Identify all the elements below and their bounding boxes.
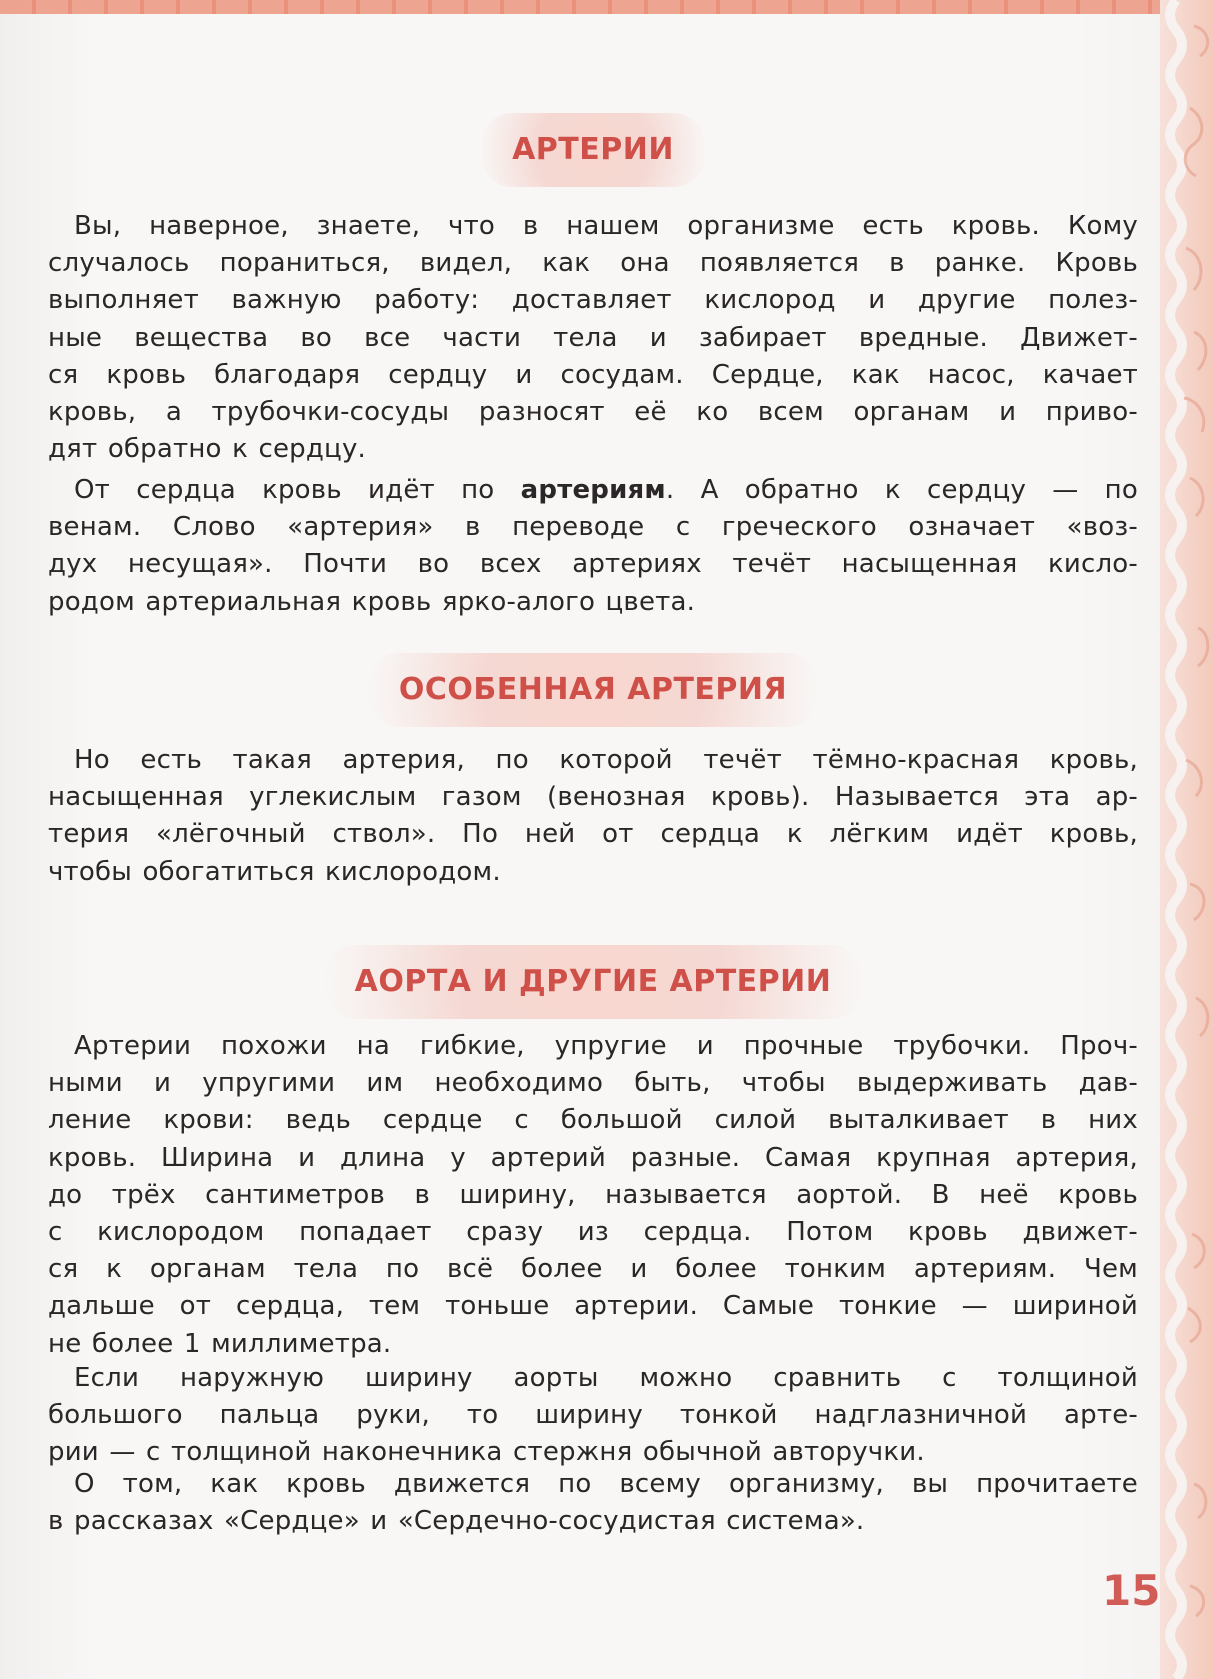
- text-line: выполняет важную работу: доставляет кислород и другие полез-: [48, 285, 1138, 316]
- text-line: насыщенная углекислым газом (венозная кровь). Называется эта ар-: [48, 782, 1138, 813]
- side-decorative-band: [1160, 0, 1214, 1679]
- text-line: большого пальца руки, то ширину тонкой надглазничной арте-: [48, 1400, 1138, 1431]
- text-line: родом артериальная кровь ярко-алого цвета.: [48, 586, 696, 617]
- section-heading-wrap-aorta: [48, 940, 1138, 1024]
- text-line: терия «лёгочный ствол». По ней от сердца к лёгким идёт кровь,: [48, 819, 1138, 850]
- text-line: дальше от сердца, тем тоньше артерии. Самые тонкие — шириной: [48, 1291, 1138, 1322]
- text-line: рии — с толщиной наконечника стержня обычной авторучки.: [48, 1437, 925, 1468]
- text-line: Но есть такая артерия, по которой течёт тёмно-красная кровь,: [74, 745, 1138, 775]
- text-line: ся к органам тела по всё более и более тонким артериям. Чем: [48, 1254, 1138, 1285]
- paragraph-arteries-2: [48, 472, 1138, 621]
- text-line: дят обратно к сердцу.: [48, 434, 367, 465]
- section-heading-arteries: [482, 113, 704, 187]
- text-line: чтобы обогатиться кислородом.: [48, 856, 501, 887]
- paragraph-aorta-3: [48, 1466, 1138, 1540]
- text-line: с кислородом попадает сразу из сердца. Потом кровь движет-: [48, 1217, 1138, 1248]
- text-line: в рассказах «Сердце» и «Сердечно-сосудистая система».: [48, 1506, 865, 1537]
- section-heading-aorta: [325, 945, 862, 1019]
- text-line: О том, как кровь движется по всему организму, вы прочитаете: [74, 1469, 1138, 1499]
- text-line: Если наружную ширину аорты можно сравнить с толщиной: [74, 1363, 1138, 1393]
- text-line-rich: [48, 472, 1138, 509]
- decorative-pattern-icon: [1160, 0, 1214, 1679]
- text-line: ными и упругими им необходимо быть, чтобы выдерживать дав-: [48, 1068, 1138, 1099]
- heading-text: АОРТА И ДРУГИЕ АРТЕРИИ: [354, 964, 832, 999]
- paragraph-aorta-2: [48, 1360, 1138, 1472]
- section-heading-wrap-special-artery: [48, 648, 1138, 732]
- heading-text: ОСОБЕННАЯ АРТЕРИЯ: [398, 672, 788, 707]
- text-fragment: . А обратно к сердцу — по: [665, 475, 1138, 505]
- text-line: венам. Слово «артерия» в переводе с греческого означает «воз-: [48, 512, 1138, 543]
- text-line: ление крови: ведь сердце с большой силой выталкивает в них: [48, 1105, 1138, 1136]
- bold-term-arteries: артериям: [520, 475, 666, 505]
- text-fragment: От сердца кровь идёт по: [74, 475, 521, 505]
- section-heading-wrap-arteries: [48, 108, 1138, 192]
- paragraph-aorta-1: [48, 1028, 1138, 1363]
- text-line: кровь. Ширина и длина у артерий разные. Самая крупная артерия,: [48, 1142, 1138, 1173]
- section-heading-special-artery: [369, 653, 817, 727]
- page-number: 15: [1102, 1566, 1161, 1615]
- paragraph-arteries-1: [48, 208, 1138, 468]
- text-line: дух несущая». Почти во всех артериях течёт насыщенная кисло-: [48, 549, 1138, 580]
- main-content: [48, 52, 1138, 1592]
- text-line: не более 1 миллиметра.: [48, 1328, 392, 1359]
- text-line: случалось пораниться, видел, как она появляется в ранке. Кровь: [48, 248, 1138, 279]
- text-line: до трёх сантиметров в ширину, называется аортой. В неё кровь: [48, 1179, 1138, 1210]
- top-decorative-band: [0, 0, 1214, 14]
- text-line: Вы, наверное, знаете, что в нашем организме есть кровь. Кому: [74, 211, 1138, 241]
- paragraph-special-artery: [48, 742, 1138, 891]
- text-line: кровь, а трубочки-сосуды разносят её ко всем органам и приво-: [48, 397, 1138, 428]
- text-line: Артерии похожи на гибкие, упругие и прочные трубочки. Проч-: [74, 1031, 1138, 1061]
- text-line: ся кровь благодаря сердцу и сосудам. Сердце, как насос, качает: [48, 359, 1138, 390]
- text-line: ные вещества во все части тела и забирает вредные. Движет-: [48, 322, 1138, 353]
- heading-text: АРТЕРИИ: [512, 132, 674, 167]
